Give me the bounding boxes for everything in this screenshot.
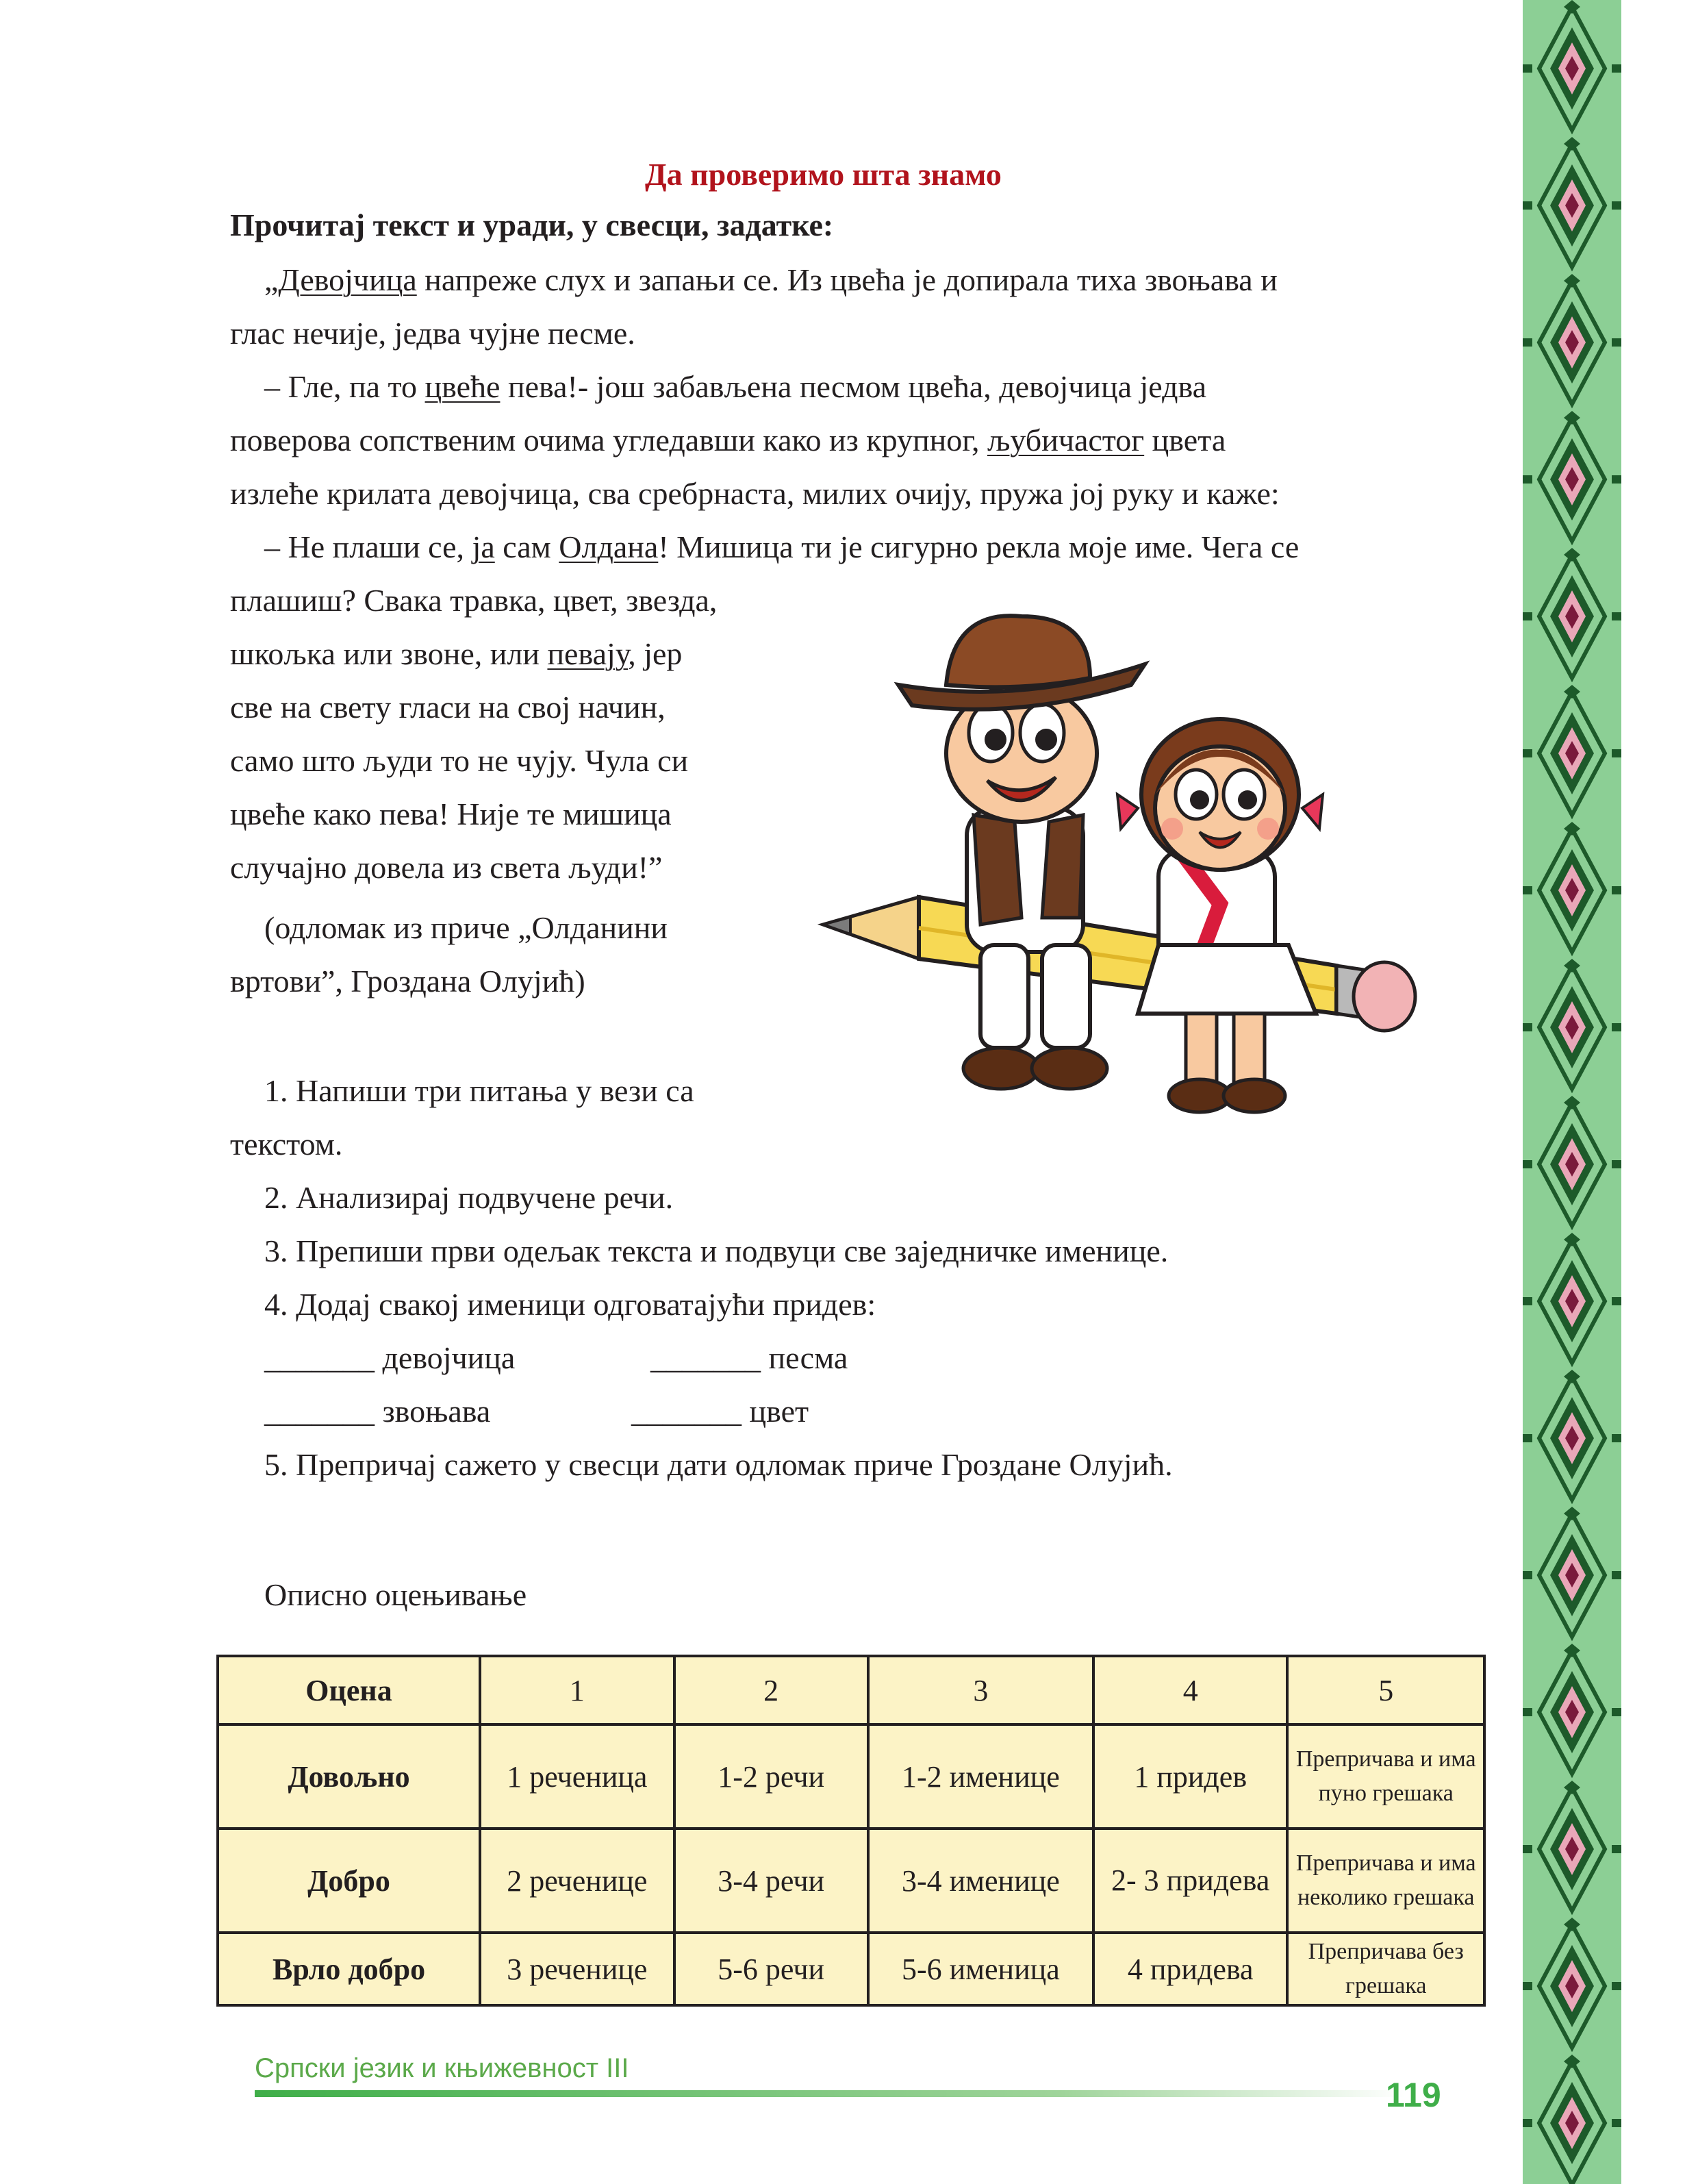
- grading-table: [216, 1655, 1486, 2007]
- blank-devojcica: _______ девојчица: [264, 1340, 516, 1375]
- instruction: Прочитај текст и уради, у свесци, задатке:: [230, 208, 834, 242]
- assessment-title: Описно оцењивање: [264, 1577, 527, 1612]
- footer-divider: [255, 2090, 1405, 2097]
- table-header-cell: 3: [868, 1656, 1093, 1724]
- blank-zvonjava: _______ звоњава: [264, 1394, 491, 1429]
- table-cell: 2 реченице: [480, 1829, 674, 1933]
- text-line-4: поверова сопственим очима угледавши како из крупног, љубичастог цвета: [230, 423, 1226, 457]
- task-3: 3. Препиши први одељак текста и подвуци све заједничке именице.: [264, 1233, 1169, 1268]
- underlined-word: певају: [547, 636, 629, 671]
- page-heading: Да проверимо шта знамо: [645, 157, 1002, 192]
- task-5: 5. Препричај сажето у свесци дати одломак приче Гроздане Олујић.: [264, 1447, 1173, 1482]
- underlined-word: љубичастог: [987, 423, 1145, 457]
- table-row: [218, 1724, 1484, 1829]
- table-cell: 5-6 именица: [868, 1933, 1093, 2005]
- text-line-12: случајно довела из света људи!”: [230, 850, 663, 885]
- table-row-header: Довољно: [218, 1724, 480, 1829]
- table-cell: 4 придева: [1093, 1933, 1287, 2005]
- text-line-3: – Гле, па то цвеће пева!- још забављена песмом цвећа, девојчица једва: [264, 369, 1207, 404]
- table-cell: 5-6 речи: [674, 1933, 868, 2005]
- ornamental-border: [1523, 0, 1621, 2184]
- table-cell: 3 реченице: [480, 1933, 674, 2005]
- table-header-cell: 5: [1287, 1656, 1484, 1724]
- text-line-6: – Не плаши се, ја сам Олдана! Мишица ти је сигурно рекла моје име. Чега се: [264, 529, 1300, 564]
- table-row: [218, 1829, 1484, 1933]
- task-1-line-1: 1. Напиши три питања у вези са: [264, 1073, 694, 1108]
- table-cell: 1 придев: [1093, 1724, 1287, 1829]
- text-line-9: све на свету гласи на свој начин,: [230, 690, 666, 725]
- task-4: 4. Додај свакој именици одговатајући придев:: [264, 1287, 876, 1322]
- text-line-8: шкољка или звоне, или певају, јер: [230, 636, 683, 671]
- page-number: 119: [1386, 2076, 1441, 2114]
- table-cell: 3-4 речи: [674, 1829, 868, 1933]
- table-cell: 2- 3 придева: [1093, 1829, 1287, 1933]
- table-cell: 1 реченица: [480, 1724, 674, 1829]
- table-header-cell: 2: [674, 1656, 868, 1724]
- task-2: 2. Анализирај подвучене речи.: [264, 1180, 674, 1215]
- source-line-1: (одломак из приче „Олданини: [264, 910, 668, 945]
- table-cell: Препричава без грешака: [1287, 1933, 1484, 2005]
- table-cell: Препричава и има неколико грешака: [1287, 1829, 1484, 1933]
- underlined-word: Девојчица: [278, 262, 417, 297]
- table-row-header: Добро: [218, 1829, 480, 1933]
- table-cell: 3-4 именице: [868, 1829, 1093, 1933]
- underlined-word: цвеће: [424, 369, 500, 404]
- table-header-cell: 1: [480, 1656, 674, 1724]
- kids-on-pencil-illustration: [816, 603, 1446, 1123]
- table-cell: 1-2 именице: [868, 1724, 1093, 1829]
- blank-pesma: _______ песма: [650, 1340, 848, 1375]
- table-header-row: [218, 1656, 1484, 1724]
- underlined-word: ја: [472, 529, 495, 564]
- table-cell: Препричава и има пуно грешака: [1287, 1724, 1484, 1829]
- text-line-5: излеће крилата девојчица, сва сребрнаста, милих очију, пружа јој руку и каже:: [230, 476, 1280, 511]
- text-line-2: глас нечије, једва чујне песме.: [230, 316, 635, 351]
- table-header-cell: 4: [1093, 1656, 1287, 1724]
- text-line-7: плашиш? Свака травка, цвет, звезда,: [230, 583, 718, 618]
- table-row: [218, 1933, 1484, 2005]
- text-line-10: само што људи то не чују. Чула си: [230, 743, 689, 778]
- text-line-1: „Девојчица напреже слух и запањи се. Из цвећа је допирала тиха звоњава и: [264, 262, 1278, 297]
- source-line-2: вртови”, Гроздана Олујић): [230, 964, 585, 999]
- book-title: Српски језик и књижевност III: [255, 2053, 629, 2083]
- blank-cvet: _______ цвет: [631, 1394, 809, 1429]
- table-row-header: Врло добро: [218, 1933, 480, 2005]
- task-1-line-2: текстом.: [230, 1127, 343, 1162]
- ornament-pattern: [1523, 0, 1621, 2184]
- underlined-word: Олдана: [559, 529, 659, 564]
- text-line-11: цвеће како пева! Није те мишица: [230, 796, 672, 831]
- table-cell: 1-2 речи: [674, 1724, 868, 1829]
- table-header-cell: Оцена: [218, 1656, 480, 1724]
